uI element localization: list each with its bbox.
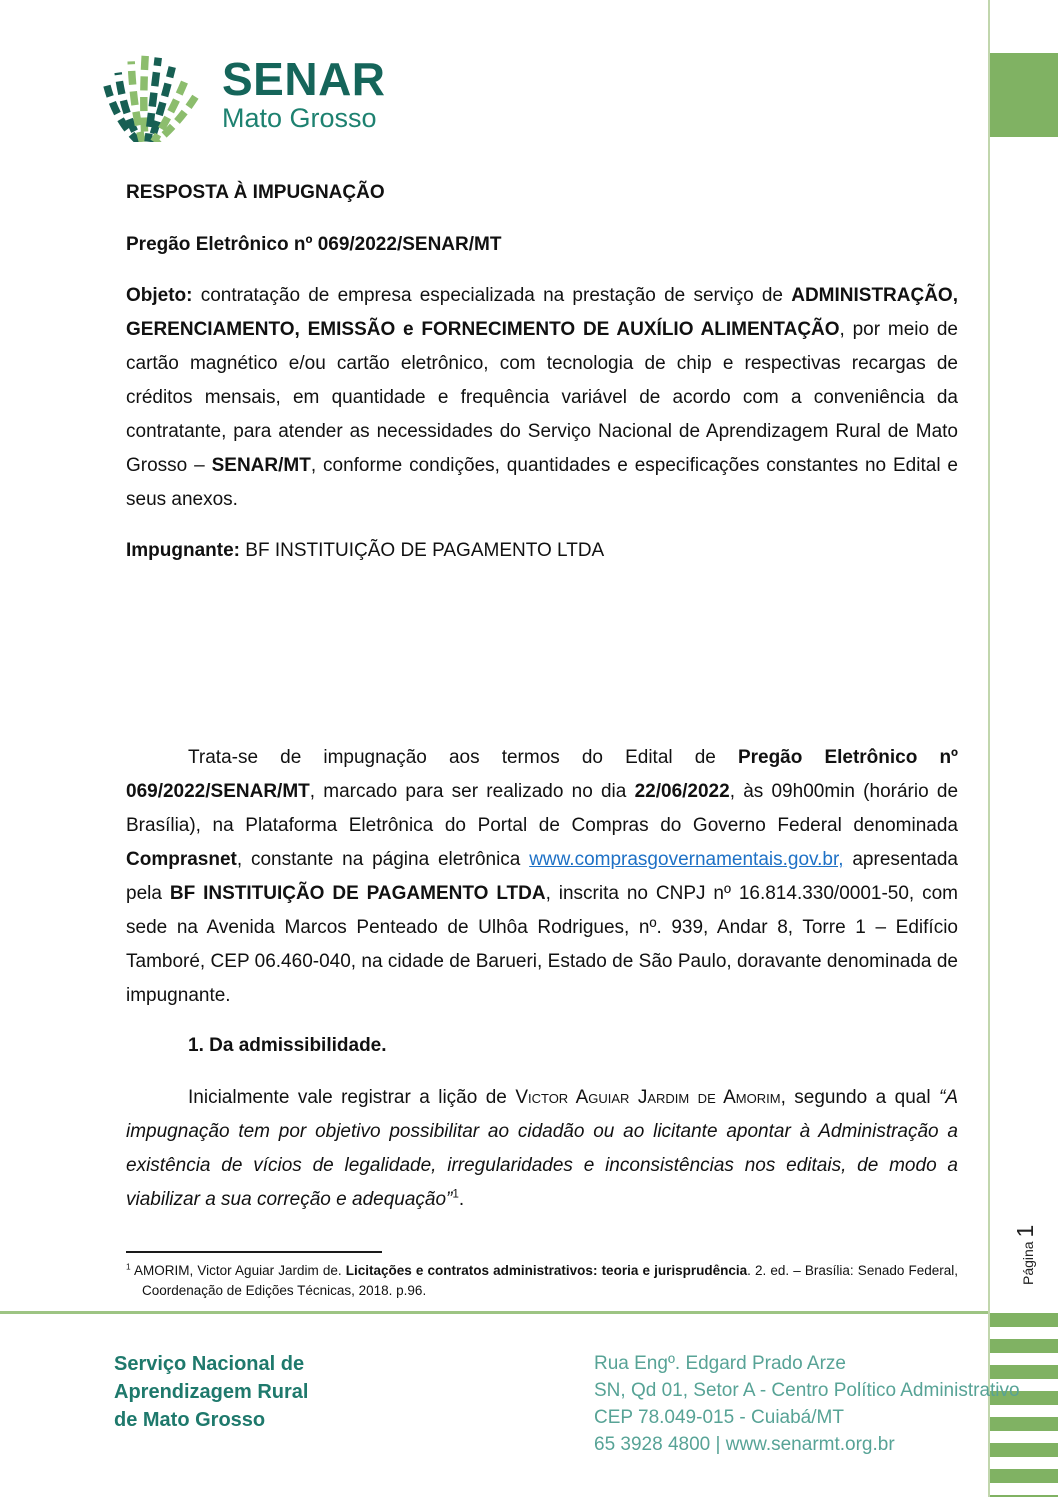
text-segment: , segundo a qual <box>780 1087 939 1108</box>
footnote-citation <box>126 1261 958 1301</box>
text-segment: , por meio de cartão magnético e/ou cartão eletrônico, com tecnologia de chip e respectivas recargas de créditos mensais, em quantidade e frequência variável de acordo com a conveniência da contratante, para atender as necessidades do Serviço Nacional de Aprendizagem Rural de Mato Grosso – <box>126 319 958 476</box>
footnote-rule <box>126 1251 382 1253</box>
text-segment: Pregão Eletrônico nº 069/2022/SENAR/MT <box>126 747 958 802</box>
text-segment: Impugnante: <box>126 540 240 561</box>
text-segment: 1 <box>126 1261 131 1272</box>
text-segment: ADMINISTRAÇÃO, GERENCIAMENTO, EMISSÃO e FORNECIMENTO DE AUXÍLIO ALIMENTAÇÃO <box>126 285 958 340</box>
text-segment: 22/06/2022 <box>634 781 730 802</box>
logo-wordmark <box>222 52 386 134</box>
page-number-value: 1 <box>1012 1224 1038 1238</box>
text-segment: , às 09h00min (horário de Brasília), na Plataforma Eletrônica do Portal de Compras do Governo Federal denominada <box>126 781 959 836</box>
footer-address <box>594 1350 1020 1458</box>
senar-logo <box>92 48 386 142</box>
footer-address-line: 65 3928 4800 | www.senarmt.org.br <box>594 1434 895 1455</box>
footer-address-line: Rua Engº. Edgard Prado Arze <box>594 1353 846 1374</box>
text-segment: contratação de empresa especializada na prestação de serviço de <box>192 285 792 306</box>
paragraph-impugnante <box>126 534 958 568</box>
text-segment: Licitações e contratos administrativos: teoria e jurisprudência <box>345 1263 748 1278</box>
text-segment: BF INSTITUIÇÃO DE PAGAMENTO LTDA <box>240 540 605 561</box>
footer-separator <box>0 1311 988 1314</box>
text-segment: BF INSTITUIÇÃO DE PAGAMENTO LTDA <box>169 883 546 904</box>
text-segment: AMORIM, Victor Aguiar Jardim de. <box>130 1263 346 1278</box>
footer-organization-name <box>114 1350 308 1434</box>
page-number-label: Página <box>1020 1241 1036 1285</box>
text-segment: “A impugnação tem por objetivo possibilitar ao cidadão ou ao licitante apontar à Administração a existência de vícios de legalidade, irregularidades e inconsistências nos editais, de modo a viabilizar a sua correção e adequação” <box>126 1087 958 1210</box>
logo-name: SENAR <box>222 52 386 105</box>
text-segment: , conforme condições, quantidades e especificações constantes no Edital e seus anexos. <box>126 455 958 510</box>
text-segment: SENAR/MT <box>211 455 311 476</box>
paragraph-trata <box>126 741 958 1013</box>
paragraph-objeto <box>126 279 958 517</box>
text-segment: Trata-se de impugnação aos termos do Edital de <box>188 747 738 768</box>
footer-org-line: de Mato Grosso <box>114 1409 266 1431</box>
text-segment: , inscrita no CNPJ nº 16.814.330/0001-50, com sede na Avenida Marcos Penteado de Ulhôa Rodrigues, nº. 939, Andar 8, Torre 1 – Edifício Tamboré, CEP 06.460-040, na cidade de Barueri, Estado de São Paulo, doravante denominada de impugnante. <box>126 883 959 1006</box>
logo-region: Mato Grosso <box>222 102 377 133</box>
text-segment: Inicialmente vale registrar a lição de <box>188 1087 516 1108</box>
footer-org-line: Aprendizagem Rural <box>114 1381 309 1403</box>
text-segment: . 2. ed. – Brasília: Senado Federal, Coordenação de Edições Técnicas, 2018. p.96. <box>142 1263 959 1298</box>
footer-address-line: SN, Qd 01, Setor A - Centro Político Administrativo <box>594 1380 1020 1401</box>
right-accent-line <box>988 0 990 1497</box>
footer-address-line: CEP 78.049-015 - Cuiabá/MT <box>594 1407 844 1428</box>
text-segment: Objeto: <box>126 285 193 306</box>
text-segment: , marcado para ser realizado no dia <box>309 781 635 802</box>
footer-org-line: Serviço Nacional de <box>114 1353 305 1375</box>
document-subtitle: Pregão Eletrônico nº 069/2022/SENAR/MT <box>126 234 502 255</box>
senar-leaf-icon <box>92 48 204 142</box>
paragraph-admissibilidade <box>126 1081 958 1217</box>
page-number <box>1012 1225 1039 1285</box>
text-segment: , constante na página eletrônica <box>236 849 530 870</box>
right-accent-block <box>990 53 1058 137</box>
section-heading-admissibilidade: 1. Da admissibilidade. <box>188 1035 387 1056</box>
document-title: RESPOSTA À IMPUGNAÇÃO <box>126 182 385 203</box>
text-segment: apresentada pela <box>126 849 959 904</box>
comprasgovernamentais-link[interactable]: www.comprasgovernamentais.gov.br, <box>529 849 844 870</box>
text-segment: 1 <box>452 1187 459 1201</box>
text-segment: Comprasnet <box>126 849 237 870</box>
text-segment: Victor Aguiar Jardim de Amorim <box>515 1087 781 1108</box>
text-segment: . <box>458 1189 465 1210</box>
